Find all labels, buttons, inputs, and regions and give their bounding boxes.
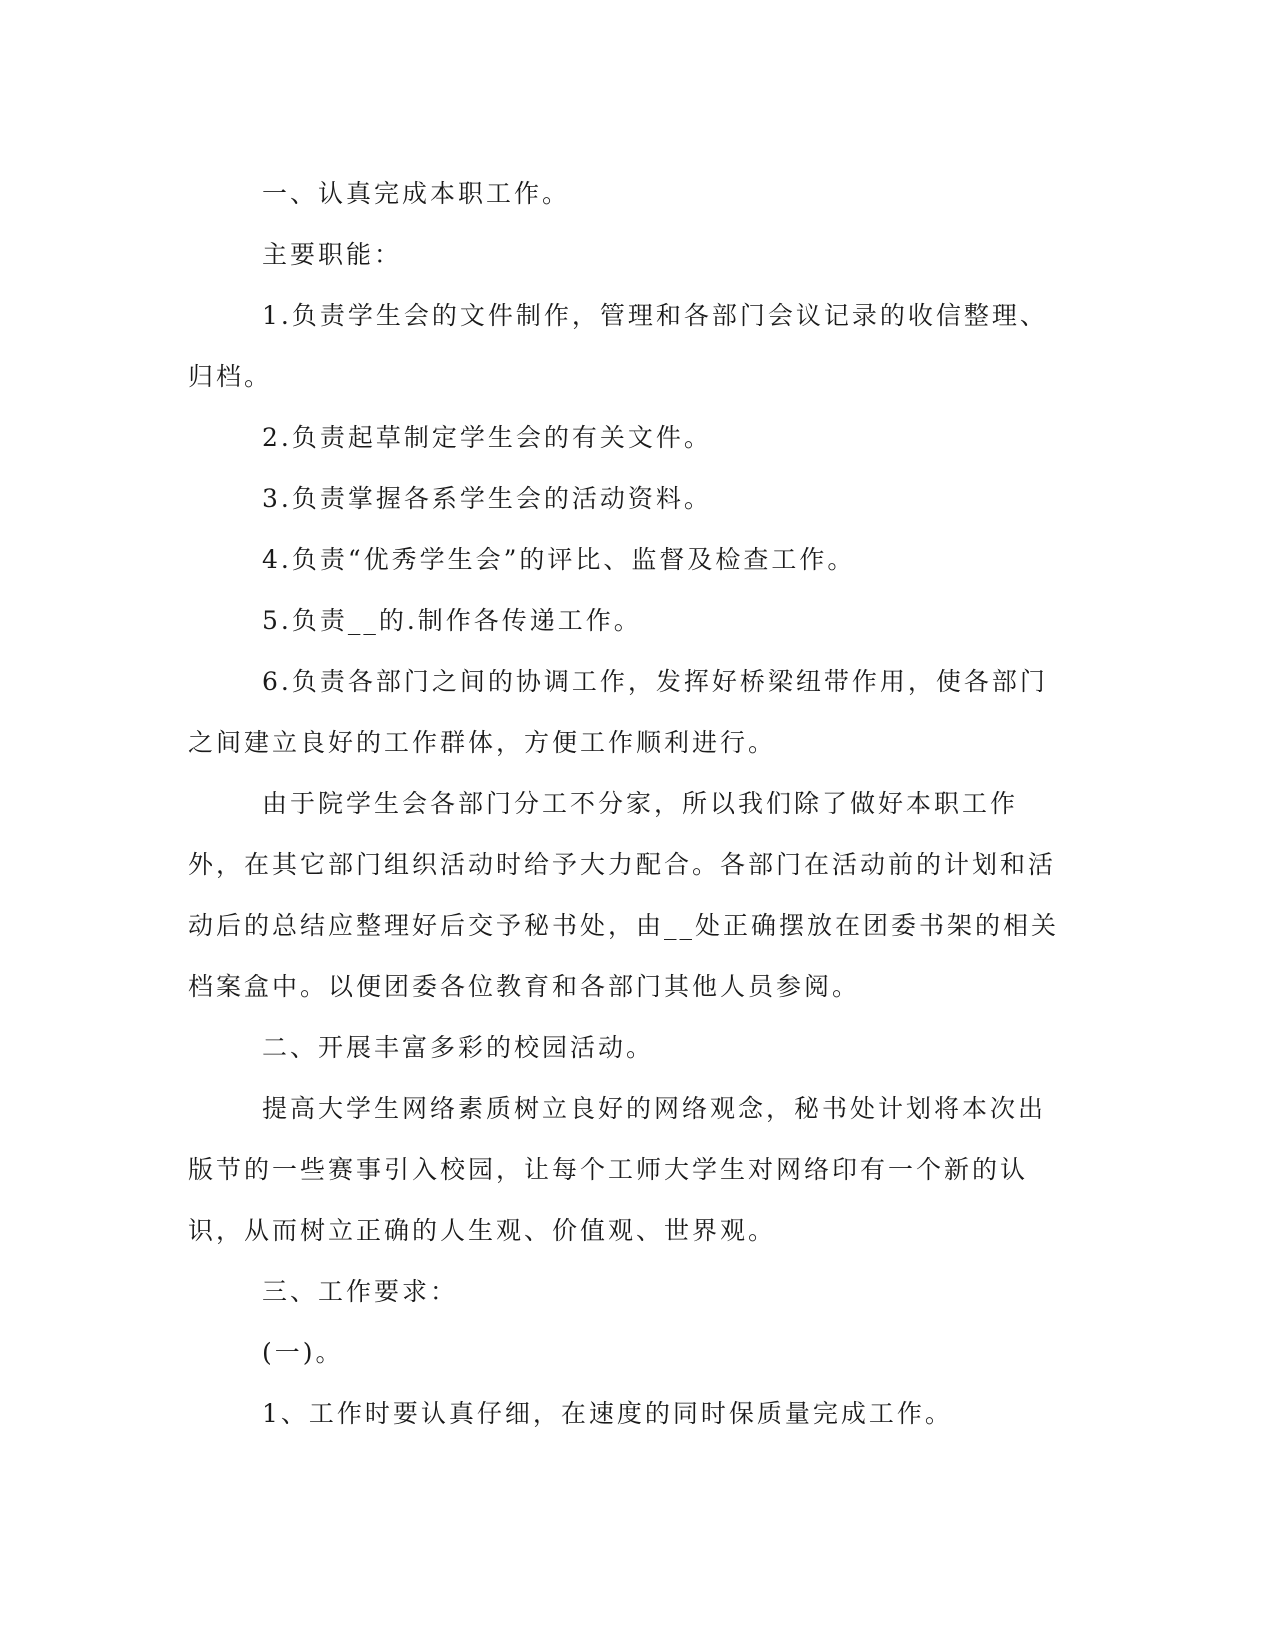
list-item-6: 6.负责各部门之间的协调工作，发挥好桥梁纽带作用，使各部门之间建立良好的工作群体，方便工作顺利进行。 <box>188 667 1048 757</box>
body-paragraph-activities: 提高大学生网络素质树立良好的网络观念，秘书处计划将本次出版节的一些赛事引入校园，让每个工师大学生对网络印有一个新的认识，从而树立正确的人生观、价值观、世界观。 <box>188 1094 1047 1245</box>
list-item-1: 1.负责学生会的文件制作，管理和各部门会议记录的收信整理、归档。 <box>188 301 1048 391</box>
list-item-5: 5.负责__的.制作各传递工作。 <box>262 606 642 635</box>
requirement-item-1: 1、工作时要认真仔细，在速度的同时保质量完成工作。 <box>262 1399 953 1428</box>
subsection-heading-1: (一)。 <box>262 1338 344 1367</box>
section-heading-2: 二、开展丰富多彩的校园活动。 <box>262 1033 655 1062</box>
list-item-3: 3.负责掌握各系学生会的活动资料。 <box>262 484 712 513</box>
body-paragraph-cooperation: 由于院学生会各部门分工不分家，所以我们除了做好本职工作外，在其它部门组织活动时给予大力配合。各部门在活动前的计划和活动后的总结应整理好后交予秘书处，由__处正确摆放在团委书架的相关档案盒中。以便团委各位教育和各部门其他人员参阅。 <box>188 789 1060 1001</box>
document-body <box>188 163 1068 1444</box>
section-heading-1: 一、认真完成本职工作。 <box>262 179 571 208</box>
list-item-2: 2.负责起草制定学生会的有关文件。 <box>262 423 712 452</box>
subheading-main-functions: 主要职能： <box>262 240 403 269</box>
section-heading-3: 三、工作要求： <box>262 1277 459 1306</box>
list-item-4: 4.负责“优秀学生会”的评比、监督及检查工作。 <box>262 545 856 574</box>
